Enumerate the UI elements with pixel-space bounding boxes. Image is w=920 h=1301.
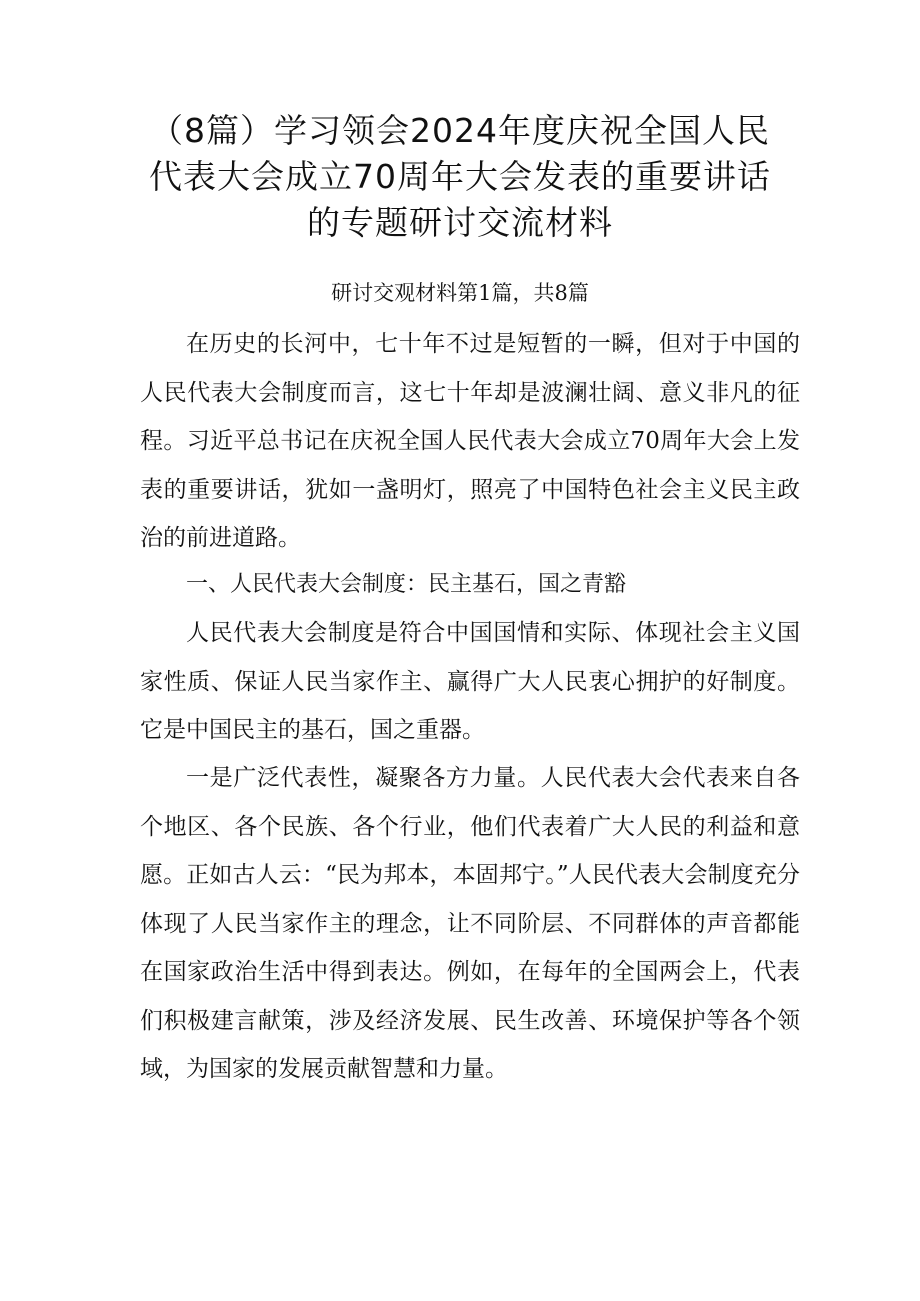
title-line-3: 的专题研讨交流材料 xyxy=(307,203,613,242)
title-line-2: 代表大会成立70周年大会发表的重要讲话 xyxy=(149,157,771,196)
document-subtitle: 研讨交观材料第1篇，共8篇 xyxy=(331,281,589,305)
section-paragraph-1: 人民代表大会制度是符合中国国情和实际、体现社会主义国家性质、保证人民当家作主、赢得广大人民衷心拥护的好制度。它是中国民主的基石，国之重器。 xyxy=(140,620,800,743)
document-title xyxy=(100,108,820,246)
title-line-1: （8篇）学习领会2024年度庆祝全国人民 xyxy=(150,111,770,150)
section-paragraph-2: 一是广泛代表性，凝聚各方力量。人民代表大会代表来自各个地区、各个民族、各个行业，他们代表着广大人民的利益和意愿。正如古人云：“民为邦本，本固邦宁。”人民代表大会制度充分体现了人民当家作主的理念，让不同阶层、不同群体的声音都能在国家政治生活中得到表达。例如，在每年的全国两会上，代表们积极建言献策，涉及经济发展、民生改善、环境保护等各个领域，为国家的发展贡献智慧和力量。 xyxy=(140,765,800,1082)
intro-paragraph: 在历史的长河中，七十年不过是短暂的一瞬，但对于中国的人民代表大会制度而言，这七十年却是波澜壮阔、意义非凡的征程。习近平总书记在庆祝全国人民代表大会成立70周年大会上发表的重要讲话，犹如一盏明灯，照亮了中国特色社会主义民主政治的前进道路。 xyxy=(140,331,800,551)
section-heading: 一、人民代表大会制度：民主基石，国之青豁 xyxy=(186,572,627,597)
